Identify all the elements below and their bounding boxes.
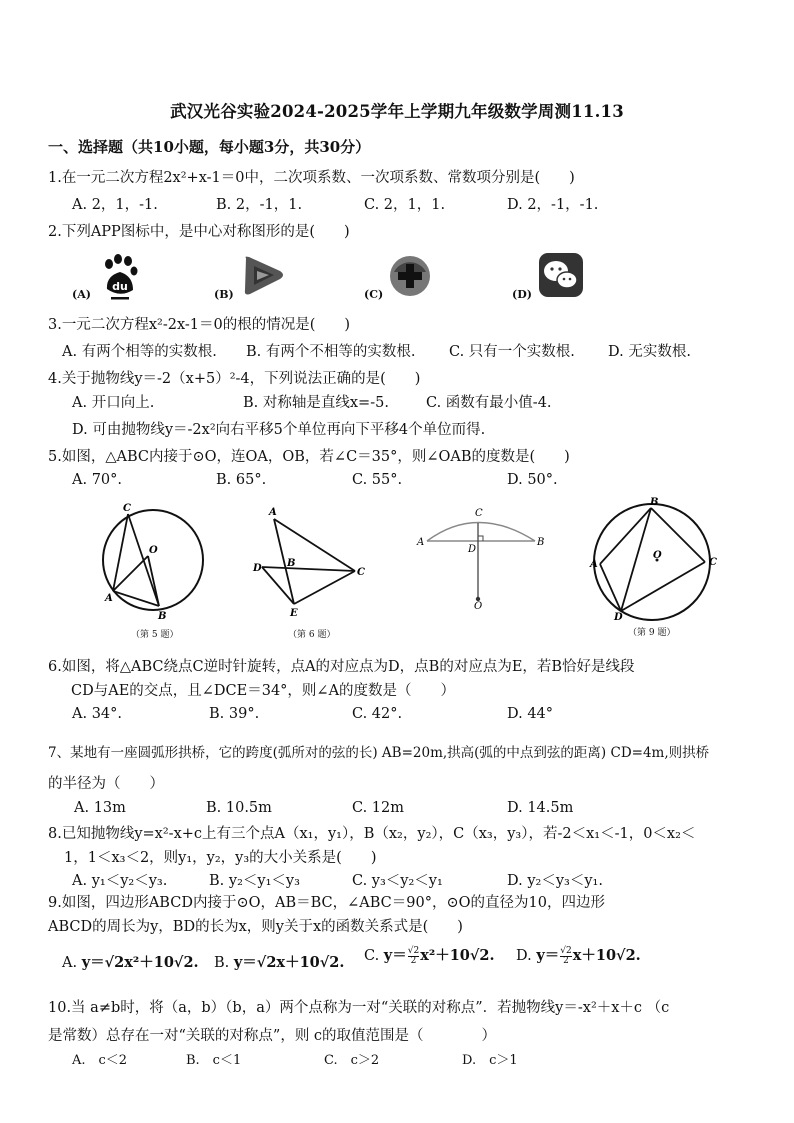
figure-q5-circle xyxy=(98,500,208,625)
question-8-option-d: D. y₂＜y₃＜y₁. xyxy=(507,873,603,889)
question-5-option-d: D. 50°. xyxy=(507,472,558,488)
figure-q9-quadrilateral xyxy=(585,494,725,624)
icon-label-b: (B) xyxy=(214,288,234,301)
question-9-line-1: 9.如图，四边形ABCD内接于⊙O，AB＝BC，∠ABC＝90°，⊙O的直径为10，四边形 xyxy=(48,895,605,911)
q9-option-c-y: y＝ xyxy=(383,947,407,964)
question-6-line-1: 6.如图，将△ABC绕点C逆时针旋转，点A的对应点为D，点B的对应点为E，若B恰好是线段 xyxy=(48,659,635,675)
question-7-option-b: B. 10.5m xyxy=(206,800,272,816)
f6-label-e: E xyxy=(290,608,298,619)
question-10-option-d: D. c＞1 xyxy=(462,1053,518,1068)
q9-option-b-formula: y＝√2x＋10√2. xyxy=(233,954,345,971)
question-10-option-b: B. c＜1 xyxy=(186,1053,242,1068)
q9-d-denominator: 2 xyxy=(563,955,569,966)
question-9-option-d xyxy=(516,944,641,966)
q9-option-d-fraction xyxy=(560,947,571,966)
question-6-line-2: CD与AE的交点，且∠DCE＝34°，则∠A的度数是（ ） xyxy=(71,683,456,699)
section-heading: 一、选择题（共10小题，每小题3分，共30分） xyxy=(48,138,371,156)
question-6-option-d: D. 44° xyxy=(507,706,554,722)
q9-option-c-letter: C. xyxy=(364,948,384,964)
question-2-stem: 2.下列APP图标中，是中心对称图形的是( ) xyxy=(48,224,350,240)
question-7-line-1: 7、某地有一座圆弧形拱桥，它的跨度(弧所对的弦的长) AB=20m,拱高(弧的中点到弦的距离) CD=4m,则拱桥 xyxy=(48,745,710,761)
icon-label-d: (D) xyxy=(512,288,532,301)
question-1-stem: 1.在一元二次方程2x²+x-1＝0中，二次项系数、一次项系数、常数项分别是( ) xyxy=(48,170,575,186)
question-8-option-b: B. y₂＜y₁＜y₃ xyxy=(209,873,300,889)
app-icons-row xyxy=(0,250,794,310)
question-8-line-1: 8.已知抛物线y=x²-x+c上有三个点A（x₁，y₁），B（x₂，y₂），C（x₃，y₃），若-2＜x₁＜-1，0＜x₂＜ xyxy=(48,826,696,842)
q9-option-c-fraction xyxy=(408,947,419,966)
f5-label-c: C xyxy=(123,503,131,514)
f5-label-o: O xyxy=(149,545,158,556)
f9-label-a: A xyxy=(590,559,598,570)
f7-label-o: O xyxy=(474,601,483,610)
question-6-option-b: B. 39°. xyxy=(209,706,260,722)
f6-label-b: B xyxy=(287,558,296,569)
q9-c-denominator: 2 xyxy=(410,955,417,966)
question-7-option-c: C. 12m xyxy=(352,800,404,816)
f7-label-b: B xyxy=(537,537,545,548)
icon-label-c: (C) xyxy=(364,288,384,301)
question-9-option-c xyxy=(364,944,495,966)
question-9-option-a xyxy=(62,951,199,972)
q9-option-b-letter: B. xyxy=(214,955,234,971)
question-10-line-2: 是常数）总存在一对“关联的对称点”，则 c的取值范围是（ ） xyxy=(48,1028,497,1044)
f7-label-a: A xyxy=(417,537,425,548)
figure-6-caption: （第 6 题） xyxy=(288,630,336,640)
question-6-option-c: C. 42°. xyxy=(352,706,403,722)
figure-9-caption: （第 9 题） xyxy=(628,628,676,638)
play-icon xyxy=(240,254,288,296)
f9-label-o: O xyxy=(653,550,662,561)
question-5-option-c: C. 55°. xyxy=(352,472,403,488)
q9-option-d-letter: D. xyxy=(516,948,537,964)
f5-label-a: A xyxy=(105,593,113,604)
figure-q7-arch xyxy=(415,505,550,610)
question-8-line-2: 1，1＜x₃＜2，则y₁，y₂，y₃的大小关系是( ) xyxy=(64,850,377,866)
figure-q6-triangles xyxy=(250,505,370,620)
question-7-line-2: 的半径为（ ） xyxy=(48,776,164,792)
question-10-option-a: A. c＜2 xyxy=(72,1053,128,1068)
question-3-option-d: D. 无实数根. xyxy=(608,344,691,360)
f7-label-c: C xyxy=(475,508,483,519)
f6-label-c: C xyxy=(357,567,365,578)
question-3-option-a: A. 有两个相等的实数根. xyxy=(62,344,217,360)
figure-5-caption: （第 5 题） xyxy=(131,630,179,640)
question-9-line-2: ABCD的周长为y，BD的长为x，则y关于x的函数关系式是( ) xyxy=(48,919,463,935)
q9-option-d-rest: x＋10√2. xyxy=(572,947,641,964)
icon-label-a: (A) xyxy=(72,288,91,301)
question-4-option-a: A. 开口向上. xyxy=(72,395,155,411)
question-4-option-b: B. 对称轴是直线x=-5. xyxy=(243,395,389,411)
q9-option-c-rest: x²＋10√2. xyxy=(420,947,495,964)
q9-option-d-y: y＝ xyxy=(536,947,560,964)
question-5-option-a: A. 70°. xyxy=(72,472,122,488)
question-6-option-a: A. 34°. xyxy=(72,706,122,722)
question-3-option-b: B. 有两个不相等的实数根. xyxy=(246,344,416,360)
baidu-logo-text: du xyxy=(112,280,128,293)
question-4-option-d: D. 可由抛物线y＝-2x²向右平移5个单位再向下平移4个单位而得. xyxy=(72,422,486,438)
question-1-option-c: C. 2，1，1. xyxy=(364,197,446,213)
question-1-option-b: B. 2，-1，1. xyxy=(216,197,303,213)
question-3-stem: 3.一元二次方程x²-2x-1＝0的根的情况是( ) xyxy=(48,317,351,333)
question-1-option-a: A. 2，1，-1. xyxy=(72,197,158,213)
question-7-option-d: D. 14.5m xyxy=(507,800,574,816)
f6-label-d: D xyxy=(253,563,262,574)
plus-circle-icon xyxy=(388,254,432,298)
question-10-line-1: 10.当 a≠b时，将（a，b）（b，a）两个点称为一对“关联的对称点”．若抛物线y＝-x²＋x＋c （c xyxy=(48,1000,670,1016)
question-8-option-a: A. y₁＜y₂＜y₃. xyxy=(72,873,168,889)
f6-label-a: A xyxy=(269,507,277,518)
f7-label-d: D xyxy=(468,544,477,555)
q9-d-numerator: √2 xyxy=(560,945,572,956)
q9-option-a-letter: A. xyxy=(62,955,82,971)
question-1-option-d: D. 2，-1，-1. xyxy=(507,197,599,213)
question-3-option-c: C. 只有一个实数根. xyxy=(449,344,575,360)
f9-label-d: D xyxy=(614,612,623,623)
q9-option-a-formula: y＝√2x²＋10√2. xyxy=(81,954,199,971)
question-4-stem: 4.关于抛物线y＝-2（x+5）²-4，下列说法正确的是( ) xyxy=(48,371,421,387)
wechat-icon xyxy=(538,252,586,298)
question-8-option-c: C. y₃＜y₂＜y₁ xyxy=(352,873,443,889)
question-4-option-c: C. 函数有最小值-4. xyxy=(426,395,552,411)
question-7-option-a: A. 13m xyxy=(74,800,126,816)
question-5-option-b: B. 65°. xyxy=(216,472,267,488)
question-10-option-c: C. c＞2 xyxy=(324,1053,380,1068)
f9-label-c: C xyxy=(709,557,717,568)
question-9-option-b xyxy=(214,951,344,972)
f9-label-b: B xyxy=(650,497,659,508)
page-title: 武汉光谷实验2024-2025学年上学期九年级数学周测11.13 xyxy=(170,102,624,121)
f5-label-b: B xyxy=(158,611,167,622)
q9-c-numerator: √2 xyxy=(407,945,420,956)
baidu-paw-icon xyxy=(100,254,140,302)
question-5-stem: 5.如图，△ABC内接于⊙O，连OA，OB，若∠C＝35°，则∠OAB的度数是( ) xyxy=(48,449,570,465)
